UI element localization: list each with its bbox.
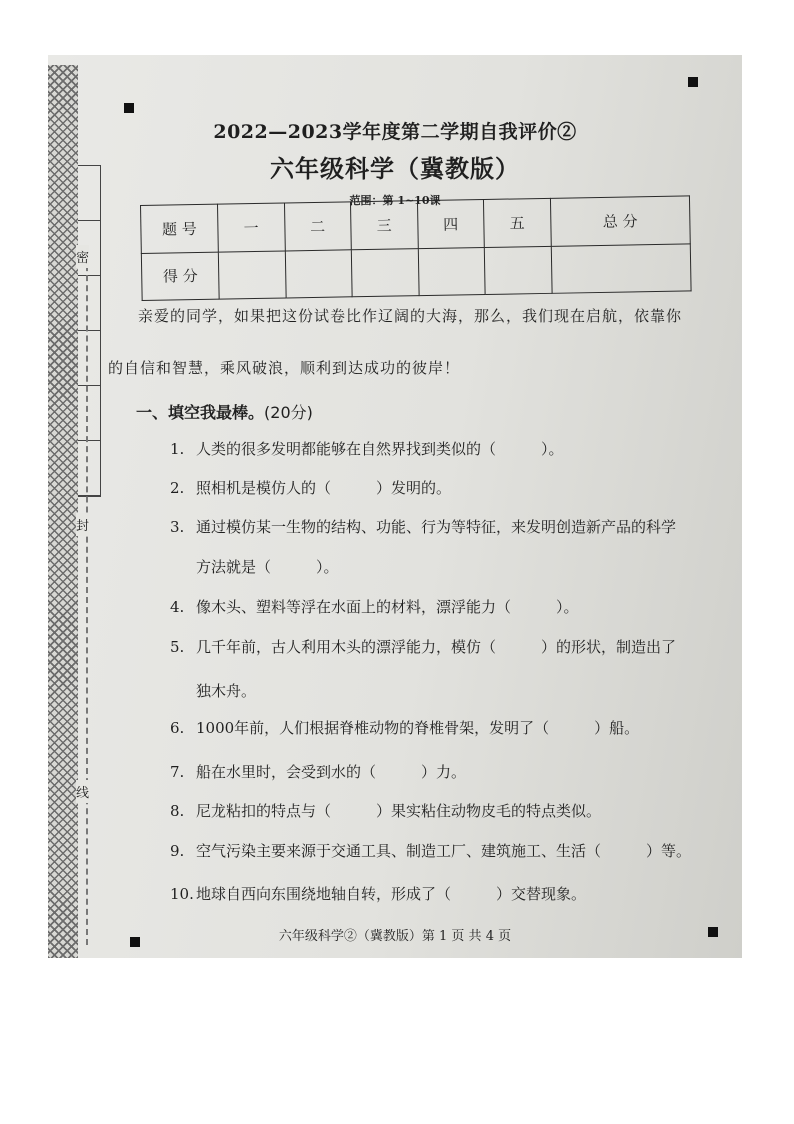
- question-5: [170, 636, 676, 657]
- corner-mark-top-left: [124, 103, 134, 113]
- question-7: [170, 761, 466, 782]
- score-row-label: 得 分: [141, 252, 219, 301]
- score-cell-5: 五: [483, 198, 550, 247]
- question-number: 10.: [170, 885, 194, 903]
- score-input-5: [484, 246, 551, 295]
- question-8: [170, 800, 601, 821]
- question-text: 空气污染主要来源于交通工具、制造工厂、建筑施工、生活（ ）等。: [196, 842, 692, 860]
- intro-line-1: 亲爱的同学，如果把这份试卷比作辽阔的大海，那么，我们现在启航，依靠你: [138, 307, 683, 325]
- question-text: 几千年前，古人利用木头的漂浮能力，模仿（ ）的形状，制造出了: [196, 638, 677, 656]
- question-10: [170, 883, 586, 904]
- binding-info-boxes: [78, 165, 101, 497]
- question-text: 地球自西向东围绕地轴自转，形成了（ ）交替现象。: [196, 885, 587, 903]
- seal-char-feng: 封: [76, 513, 89, 536]
- question-text: 船在水里时，会受到水的（ ）力。: [196, 763, 467, 781]
- question-number: 9.: [170, 842, 185, 860]
- question-text: 独木舟。: [196, 682, 257, 700]
- question-2: [170, 477, 451, 498]
- question-number: 5.: [170, 638, 185, 656]
- intro-line-2: 的自信和智慧，乘风破浪，顺利到达成功的彼岸！: [108, 359, 461, 377]
- section-title: [136, 400, 313, 423]
- score-cell-2: 二: [284, 202, 351, 251]
- score-input-4: [418, 247, 485, 296]
- question-1: [170, 438, 564, 459]
- question-4: [170, 596, 579, 617]
- question-number: 3.: [170, 518, 185, 536]
- score-table-score-row: [141, 243, 691, 300]
- question-text: 1000年前，人们根据脊椎动物的脊椎骨架，发明了（ ）船。: [196, 719, 640, 737]
- score-cell-1: 一: [217, 203, 284, 252]
- section-score: (20分): [264, 403, 313, 422]
- question-number: 7.: [170, 763, 185, 781]
- seal-dashed-line: [86, 245, 88, 945]
- corner-mark-top-right: [688, 77, 698, 87]
- score-table: [140, 195, 692, 301]
- question-number: 1.: [170, 440, 185, 458]
- question-number: 6.: [170, 719, 185, 737]
- question-number: 8.: [170, 802, 185, 820]
- question-6: [170, 717, 639, 738]
- question-text: 人类的很多发明都能够在自然界找到类似的（ ）。: [196, 440, 564, 458]
- score-input-total: [551, 243, 691, 293]
- section-title-text: 一、填空我最棒。: [136, 403, 265, 422]
- question-5-cont: [170, 680, 256, 701]
- exam-subtitle: 六年级科学（冀教版）: [270, 154, 520, 183]
- score-input-3: [351, 248, 418, 297]
- question-text: 尼龙粘扣的特点与（ ）果实粘住动物皮毛的特点类似。: [196, 802, 602, 820]
- question-text: 像木头、塑料等浮在水面上的材料，漂浮能力（ ）。: [196, 598, 579, 616]
- question-number: 4.: [170, 598, 185, 616]
- score-input-1: [218, 250, 285, 299]
- exam-range: 范围：第 1~10课: [349, 194, 441, 207]
- question-text: 方法就是（ ）。: [196, 558, 339, 576]
- score-cell-label: 题 号: [141, 204, 219, 253]
- question-text: 通过模仿某一生物的结构、功能、行为等特征，来发明创造新产品的科学: [196, 518, 677, 536]
- question-number: 2.: [170, 479, 185, 497]
- page-footer: 六年级科学②（冀教版）第 1 页 共 4 页: [278, 929, 512, 944]
- seal-char-mi: 密: [76, 245, 89, 268]
- question-3: [170, 516, 676, 537]
- score-input-2: [285, 249, 352, 298]
- exam-title: 2022—2023学年度第二学期自我评价②: [213, 121, 577, 143]
- question-3-cont: [170, 556, 339, 577]
- question-9: [170, 840, 691, 861]
- seal-char-xian: 线: [76, 780, 89, 803]
- exam-paper-photo: [48, 55, 742, 958]
- score-cell-total: 总 分: [550, 196, 690, 246]
- score-cell-3: 三: [350, 201, 417, 250]
- question-text: 照相机是模仿人的（ ）发明的。: [196, 479, 452, 497]
- score-cell-4: 四: [417, 200, 484, 249]
